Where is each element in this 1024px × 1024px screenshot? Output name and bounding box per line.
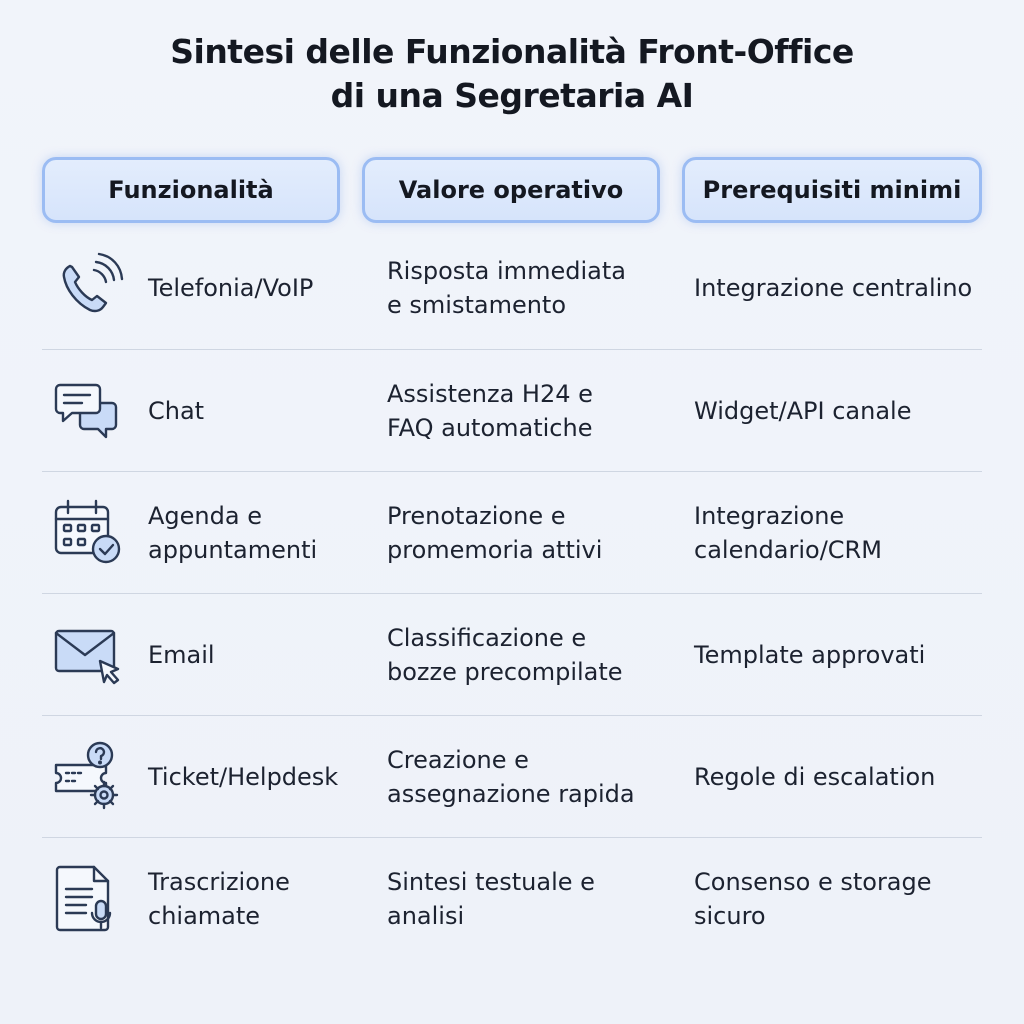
table-row: [42, 227, 982, 349]
chat-icon: [50, 373, 126, 449]
feature-cell: Telefonia/VoIP: [148, 274, 314, 302]
table-row: [42, 471, 982, 594]
value-cell: Risposta immediata e smistamento: [387, 257, 626, 319]
calendar-icon: [50, 495, 126, 571]
feature-cell: Ticket/Helpdesk: [148, 763, 339, 791]
phone-icon: [50, 250, 126, 326]
prereq-cell: Integrazione centralino: [694, 274, 973, 302]
value-cell: Creazione e assegnazione rapida: [387, 746, 635, 808]
table-row: [42, 837, 982, 960]
feature-cell: Agenda e appuntamenti: [148, 502, 318, 564]
table-row: [42, 349, 982, 472]
feature-cell: Email: [148, 641, 215, 669]
prereq-cell: Regole di escalation: [694, 763, 936, 791]
title-line-2: di una Segretaria AI: [330, 76, 694, 115]
title-line-1: Sintesi delle Funzionalità Front-Office: [170, 32, 854, 71]
prereq-cell: Template approvati: [694, 641, 926, 669]
header-funzionalita: Funzionalità: [42, 157, 340, 223]
table-row: [42, 715, 982, 838]
transcript-icon: [50, 861, 126, 937]
page-title: [0, 30, 1024, 118]
prereq-cell: Consenso e storage sicuro: [694, 868, 932, 930]
feature-cell: Chat: [148, 397, 205, 425]
value-cell: Assistenza H24 e FAQ automatiche: [387, 380, 593, 442]
feature-cell: Trascrizione chiamate: [148, 868, 290, 930]
prereq-cell: Integrazione calendario/CRM: [694, 502, 882, 564]
value-cell: Classificazione e bozze precompilate: [387, 624, 623, 686]
prereq-cell: Widget/API canale: [694, 397, 912, 425]
email-icon: [50, 617, 126, 693]
table-row: [42, 593, 982, 716]
header-prerequisiti: Prerequisiti minimi: [682, 157, 982, 223]
value-cell: Prenotazione e promemoria attivi: [387, 502, 603, 564]
value-cell: Sintesi testuale e analisi: [387, 868, 595, 930]
header-valore-operativo: Valore operativo: [362, 157, 660, 223]
ticket-icon: [50, 739, 126, 815]
